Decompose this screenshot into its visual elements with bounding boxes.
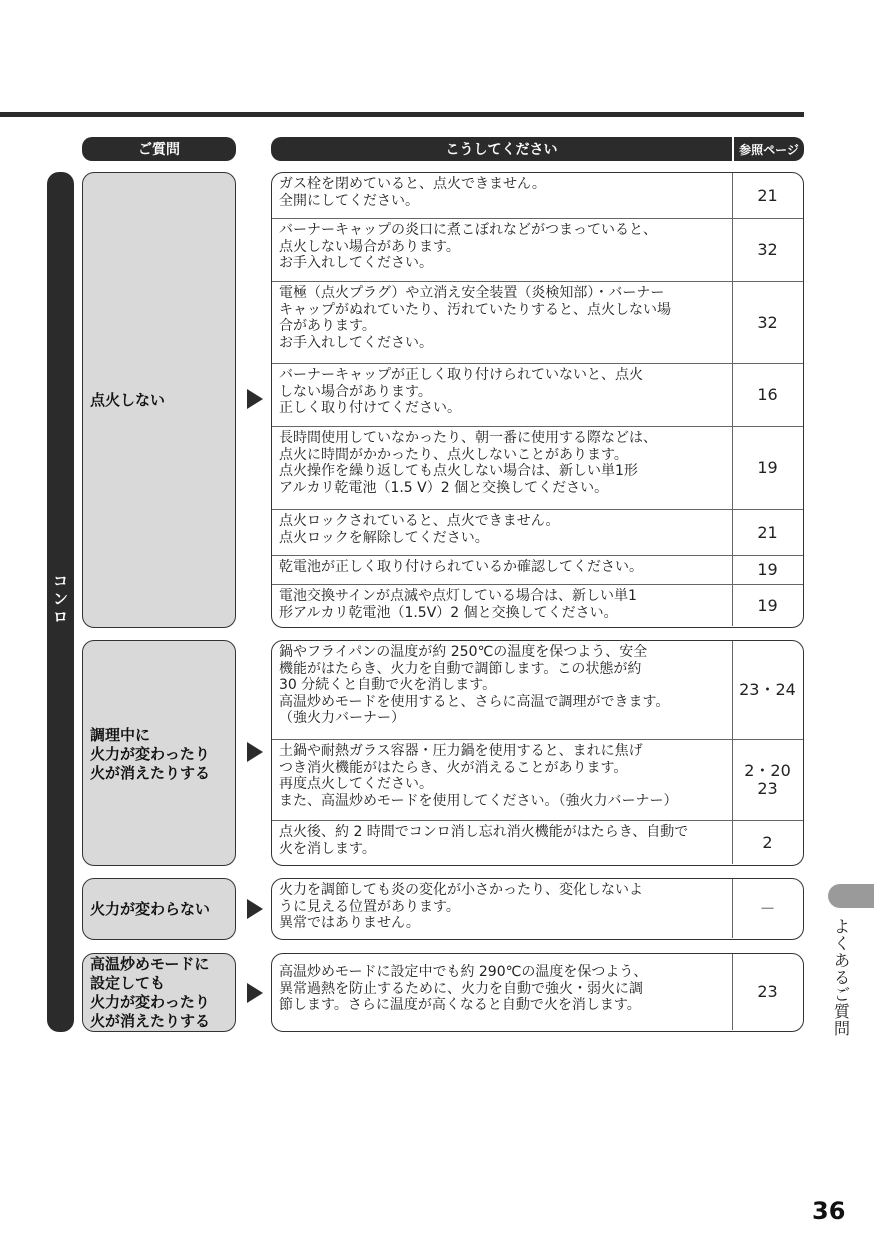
answer-row: [272, 954, 803, 1030]
question-box-flame-unchanged: 火力が変わらない: [82, 878, 236, 940]
answer-row: [272, 820, 803, 864]
header-question: ご質問: [82, 137, 236, 161]
header-page-ref: 参照ページ: [734, 137, 804, 161]
page-ref: 16: [732, 364, 802, 426]
answer-box-no-ignition: [271, 172, 804, 628]
answer-text: ガス栓を閉めていると、点火できません。 全開にしてください。: [279, 176, 546, 209]
question-box-no-ignition: 点火しない: [82, 172, 236, 628]
page-ref: 32: [732, 219, 802, 281]
top-rule: [0, 112, 804, 117]
answer-text: 乾電池が正しく取り付けられているか確認してください。: [279, 559, 643, 575]
answer-text: 電池交換サインが点滅や点灯している場合は、新しい単1 形アルカリ乾電池（1.5V）2 個と交換してください。: [279, 588, 637, 621]
question-box-high-temp-mode: 高温炒めモードに 設定しても 火力が変わったり 火が消えたりする: [82, 953, 236, 1032]
answer-row: [272, 641, 803, 739]
answer-row: [272, 584, 803, 626]
arrow-right-icon: [247, 899, 263, 919]
question-box-flame-changes: 調理中に 火力が変わったり 火が消えたりする: [82, 640, 236, 866]
page-ref: 2・20 23: [732, 740, 802, 820]
answer-text: 電極（点火プラグ）や立消え安全装置（炎検知部）・バーナー キャップがぬれていたり、汚れていたりすると、点火しない場 合があります。 お手入れしてください。: [279, 285, 671, 351]
answer-text: 土鍋や耐熱ガラス容器・圧力鍋を使用すると、まれに焦げ つき消火機能がはたらき、火が消えることがあります。 再度点火してください。 また、高温炒めモードを使用してください。（強火力バーナー）: [279, 743, 678, 809]
section-label: よ く あ る ご 質 問: [833, 917, 850, 1038]
answer-row: [272, 363, 803, 426]
answer-text: 高温炒めモードに設定中でも約 290℃の温度を保つよう、 異常過熱を防止するために、火力を自動で強火・弱火に調 節します。さらに温度が高くなると自動で火を消します。: [279, 964, 648, 1013]
answer-text: 長時間使用していなかったり、朝一番に使用する際などは、 点火に時間がかかったり、点火しないことがあります。 点火操作を繰り返しても点火しない場合は、新しい単1形 アルカリ乾電池（1.5 V）2 個と交換してください。: [279, 430, 657, 496]
answer-text: 鍋やフライパンの温度が約 250℃の温度を保つよう、安全 機能がはたらき、火力を自動で調節します。この状態が約 30 分続くと自動で火を消します。 高温炒めモードを使用すると、さらに高温で調理ができます。 （強火力バーナー）: [279, 644, 670, 726]
header-answer: こうしてください: [271, 137, 732, 161]
arrow-right-icon: [247, 983, 263, 1003]
answer-row: [272, 555, 803, 584]
answer-row: [272, 879, 803, 938]
answer-row: [272, 173, 803, 218]
answer-row: [272, 281, 803, 363]
page-ref: 19: [732, 556, 802, 584]
arrow-right-icon: [247, 389, 263, 409]
page-ref: 2: [732, 821, 802, 864]
answer-text: バーナーキャップの炎口に煮こぼれなどがつまっていると、 点火しない場合があります。 お手入れしてください。: [279, 222, 657, 271]
answer-text: 点火ロックされていると、点火できません。 点火ロックを解除してください。: [279, 513, 560, 546]
page-number: 36: [812, 1197, 846, 1225]
page-ref: 23・24: [732, 641, 802, 739]
page-ref: 21: [732, 173, 802, 218]
answer-box-flame-changes: [271, 640, 804, 866]
answer-box-high-temp-mode: [271, 953, 804, 1032]
answer-box-flame-unchanged: [271, 878, 804, 940]
answer-row: [272, 426, 803, 509]
arrow-right-icon: [247, 742, 263, 762]
answer-row: [272, 739, 803, 820]
answer-text: バーナーキャップが正しく取り付けられていないと、点火 しない場合があります。 正しく取り付けてください。: [279, 367, 643, 416]
page-ref: 21: [732, 510, 802, 555]
answer-row: [272, 509, 803, 555]
answer-row: [272, 218, 803, 281]
answer-text: 点火後、約 2 時間でコンロ消し忘れ消火機能がはたらき、自動で 火を消します。: [279, 824, 689, 857]
page-ref: 23: [732, 954, 802, 1030]
page-ref: 19: [732, 427, 802, 509]
page-ref: 32: [732, 282, 802, 363]
page-ref: 19: [732, 585, 802, 626]
category-label: コ ン ロ: [52, 572, 68, 626]
page-ref: －: [732, 879, 802, 938]
answer-text: 火力を調節しても炎の変化が小さかったり、変化しないよ うに見える位置があります。 異常ではありません。: [279, 882, 643, 931]
section-tab: [828, 884, 874, 908]
